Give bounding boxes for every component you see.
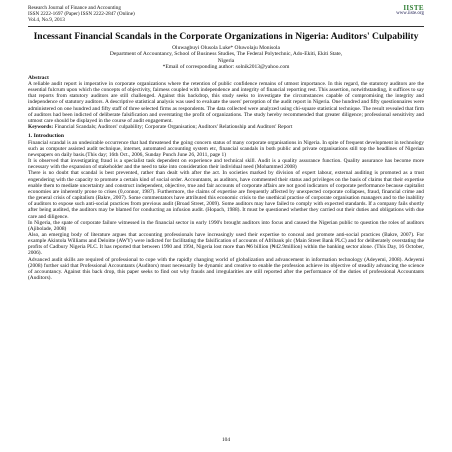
intro-paragraph-5: Also, an emerging body of literature argues that accounting professionals have increasingly used their expertise to conceal and promote anti-social practices (Bakre, 2007). For example Akintola Williams and Deloitte (AWY) were indicted for facilitating the falsification of accounts of Afribank plc (Main Street Bank PLC) and for deliberately overstating the profits of Cadbury Nigeria PLC. It has reported that between 1990 and 1994, Nigeria lost more than ₦6 billion (₦42.9million) within the banking sector alone. (This Day, 16 October, 2006). — [28, 232, 424, 257]
intro-paragraph-1: Financial scandal is an undesirable occurrence that had threatened the going concern status of many corporate organisations in Nigeria. In spite of frequent development in technology such as computer assisted audit technique, internet, automated accounting system etc, financial scandals in both public and private organisations still top the headlines of Nigerian newspapers on daily basis.(This day; 16th Oct., 2006, Sunday Punch June 26, 2011, page 1) — [28, 139, 424, 158]
journal-volume: Vol.4, No.9, 2013 — [28, 17, 65, 24]
introduction-heading: 1. Introduction — [28, 133, 64, 140]
page-number: 104 — [221, 437, 231, 443]
keywords-text: Financial Scandals; Auditors' culpability; Corporate Organisation; Auditors' Relationship and Auditors' Report — [53, 124, 293, 131]
author-block — [28, 45, 424, 71]
author-country: Nigeria — [217, 57, 235, 64]
author-department: Department of Accountancy, School of Business Studies, The Federal Polytechnic, Ado-Ekiti, Ekiti State, — [109, 51, 343, 58]
author-email[interactable]: *Email of corresponding author: solnik2013@yahoo.com — [162, 64, 290, 71]
iiste-logo-mark: IISTE — [403, 4, 424, 12]
journal-name: Research Journal of Finance and Accounting — [28, 5, 121, 11]
keywords-line — [28, 124, 424, 130]
header-divider — [28, 26, 424, 27]
abstract-heading: Abstract — [28, 74, 49, 81]
intro-paragraph-4: In Nigeria, the spate of corporate failure witnessed in the financial sector in early 1990's brought auditors into focus and caused the Nigerian public to question the roles of auditors (Ajibolade, 2008) — [28, 219, 424, 232]
journal-header — [28, 5, 424, 24]
abstract-text: A reliable audit report is imperative in corporate organizations where the retention of public confidence remains of utmost importance. In this regard, the statutory auditors are the essential fulcrum upon which the concepts of objectivity, fairness coupled with independence and integrity of financial reporting rest. This assertion, notwithstanding, it suffices to say that reports from statutory auditors are still challenged. Against this backdrop, this study seeks to investigate the circumstances capable of compromising the integrity and independence of statutory auditors. A descriptive statistical analysis was used to evaluate the users' perception of the audit report in Nigeria. One hundred and fifty questionnaires were administered on one hundred and fifty staff of three selected firms as respondents. The data collected were analyzed using chi-square statistical technique. The result revealed that firm of auditors had been indicted of deliberate falsification and overstating the profit of organizations. The study hereby recommended that greater diligence; professional sensitivity and utmost care should be displayed in the course of audit engagement. — [28, 81, 424, 124]
author-names: Oluwagbuyi Olusola Luke* Oluwolaju Monisola — [172, 44, 280, 51]
paper-title: Incessant Financial Scandals in the Corporate Organizations in Nigeria: Auditors' Culpability — [33, 30, 419, 42]
journal-issn: ISSN 2222-1697 (Paper) ISSN 2222-2847 (Online) — [28, 11, 135, 18]
keywords-label: Keywords: — [28, 124, 54, 131]
intro-paragraph-2: It is observed that investigating fraud is a specialist task dependent on experience and technical skill. Audit is a quality assurance function. Quality assurance has become more necessary with the expansion of stakeholder and the need to take into consideration their individual need (Mohammed 2008) — [28, 158, 424, 171]
iiste-logo — [396, 5, 424, 17]
intro-paragraph-6: Advanced audit skills are required of professional to cope with the rapidly changing world of globalization and advancement in information technology (Adeyemi, 2008). Adeyemi (2008) further said that Professional Accountants (Auditors) must necessarily be dynamic and creative to enable the profession achieve its objective of steadily advancing the science of accountancy. Against this back drop, this paper seeks to find out why frauds and irregularities are still reported after the performance of the duties of professional Accountants (Auditors). — [28, 256, 424, 282]
intro-paragraph-3: There is no doubt that scandal is best prevented, rather than dealt with after the act. In societies marked by division of expert labour, external auditing is promoted as a trust engendering with the capacity to promote a certain kind of social order. Accountants, as auditors, have commented their status and privileges on the basis of claims that their expertise enable them to mediate uncertainty and construct independent, objective, true and fair accounts of corporate affairs are not good indicators of corporate performance because capitalist economies are inherently prone to crises (0,connor, 1987). Furthermore, the claims of expertise are frequently affected by unexpected corporate collapses, fraud, financial crime and the general crisis of capitalism (Bakre, 2007). Some commentators have attributed this economic crisis to the unethical practise of corporate organisation managers and to the inability of auditors to expose such anti-social practices from previous audit (Broad Street, 2009). Some auditors may have failed to comply with expected standards. If a company fails shortly after being audited, the auditors may be blamed for conducting an infusion audit. (Hopach, 1988). It must be questioned whether they carried out their duties and obligations with due care and diligence. — [28, 170, 424, 220]
journal-site-link[interactable]: www.iiste.org — [396, 11, 424, 16]
